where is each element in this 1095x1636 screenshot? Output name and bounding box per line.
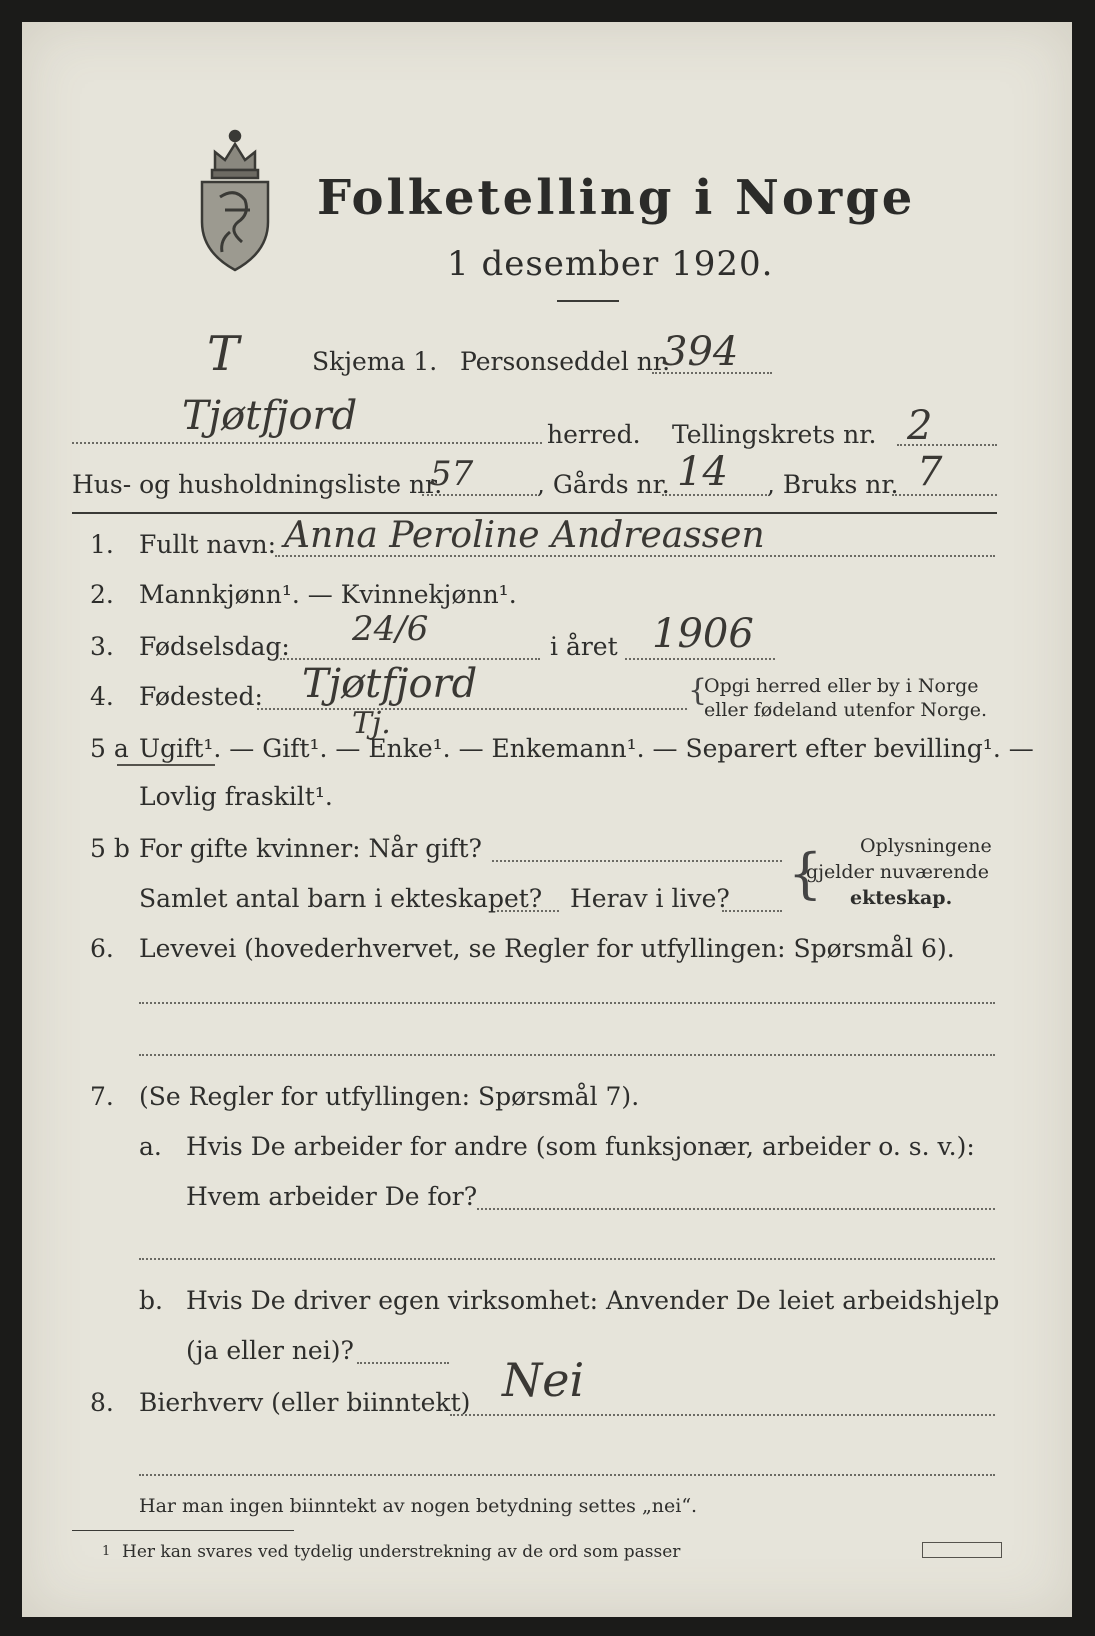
children-field[interactable] <box>497 910 559 912</box>
corner-mark: T <box>207 326 240 382</box>
occupation-field-1[interactable] <box>139 1002 995 1004</box>
q2-number: 2. <box>90 580 114 609</box>
q5b-number: 5 b <box>90 834 130 863</box>
q5b-label: For gifte kvinner: Når gift? <box>139 834 482 863</box>
q5a-number: 5 a <box>90 734 129 763</box>
q4-number: 4. <box>90 682 114 711</box>
herred-label: herred. <box>547 420 641 449</box>
title-divider <box>557 300 619 302</box>
herred-value[interactable]: Tjøtfjord <box>182 393 358 439</box>
side-income-field-2[interactable] <box>139 1474 995 1476</box>
fraskilt-option[interactable]: Lovlig fraskilt¹. <box>139 782 333 811</box>
q4-note-line2: eller fødeland utenfor Norge. <box>704 699 988 721</box>
hired-help-field[interactable] <box>357 1362 449 1364</box>
census-form <box>22 22 1072 1617</box>
year-label: i året <box>550 632 618 661</box>
tellingskrets-value[interactable]: 2 <box>907 403 933 449</box>
q6-number: 6. <box>90 934 114 963</box>
birthplace-value[interactable]: Tjøtfjord <box>302 661 478 707</box>
q3-label: Fødselsdag: <box>139 632 290 661</box>
personseddel-label: Personseddel nr. <box>460 347 671 376</box>
q7a-text: Hvis De arbeider for andre (som funksjonær, arbeider o. s. v.): <box>186 1132 975 1161</box>
coat-of-arms-icon <box>190 122 280 272</box>
hus-label: Hus- og husholdningsliste nr. <box>72 470 443 499</box>
ugift-underline <box>117 764 215 766</box>
alive-label: Herav i live? <box>570 884 730 913</box>
footnote-text: Her kan svares ved tydelig understrekning av de ord som passer <box>122 1542 681 1562</box>
bruks-label: , Bruks nr. <box>767 470 899 499</box>
gards-label: , Gårds nr. <box>537 470 670 499</box>
brace-icon: { <box>688 673 708 708</box>
q7b-text: Hvis De driver egen virksomhet: Anvender De leiet arbeidshjelp <box>186 1286 1000 1315</box>
ugift-option[interactable]: Ugift¹. <box>139 734 222 763</box>
side-income-value[interactable]: Nei <box>502 1353 585 1407</box>
footnote-rule <box>72 1530 294 1531</box>
q7-label: (Se Regler for utfyllingen: Spørsmål 7). <box>139 1082 640 1111</box>
full-name-value[interactable]: Anna Peroline Andreassen <box>284 515 765 556</box>
q7b-letter: b. <box>139 1286 163 1315</box>
q8-label: Bierhverv (eller biinntekt) <box>139 1388 471 1417</box>
footer-note: Har man ingen biinntekt av nogen betydning settes „nei“. <box>139 1495 698 1517</box>
q1-label: Fullt navn: <box>139 530 277 559</box>
census-date: 1 desember 1920. <box>447 244 774 284</box>
occupation-field-2[interactable] <box>139 1054 995 1056</box>
alive-field[interactable] <box>722 910 782 912</box>
form-title: Folketelling i Norge <box>317 170 916 226</box>
employer-field-2[interactable] <box>139 1258 995 1260</box>
q7-number: 7. <box>90 1082 114 1111</box>
skjema-label: Skjema 1. <box>312 347 438 376</box>
gards-value[interactable]: 14 <box>677 449 728 495</box>
married-when-field[interactable] <box>492 860 782 862</box>
personseddel-value[interactable]: 394 <box>662 329 739 375</box>
q5b-note-line1: Oplysningene <box>860 835 992 857</box>
q1-number: 1. <box>90 530 114 559</box>
q8-number: 8. <box>90 1388 114 1417</box>
q4-label: Fødested: <box>139 682 263 711</box>
employer-field[interactable] <box>477 1208 995 1210</box>
q4-note-line1: Opgi herred eller by i Norge <box>704 675 979 697</box>
printer-stamp <box>922 1542 1002 1558</box>
q5b-note-line2: gjelder nuværende <box>806 861 989 883</box>
footnote-mark: 1 <box>102 1544 111 1559</box>
birthdate-value[interactable]: 24/6 <box>352 609 429 649</box>
q3-number: 3. <box>90 632 114 661</box>
hus-value[interactable]: 57 <box>430 454 474 494</box>
bruks-value[interactable]: 7 <box>917 449 943 495</box>
q7a-line2: Hvem arbeider De for? <box>186 1182 478 1211</box>
brace-icon: { <box>788 842 823 905</box>
birth-year-value[interactable]: 1906 <box>652 611 754 657</box>
marital-options[interactable]: — Gift¹. — Enke¹. — Enkemann¹. — Separert efter bevilling¹. — <box>221 734 1034 763</box>
q7b-line2: (ja eller nei)? <box>186 1336 354 1365</box>
birthplace-extra: Tj. <box>352 706 391 741</box>
gender-options[interactable]: Mannkjønn¹. — Kvinnekjønn¹. <box>139 580 517 609</box>
tellingskrets-label: Tellingskrets nr. <box>672 420 877 449</box>
q5b-note-line3: ekteskap. <box>850 887 953 909</box>
q7a-letter: a. <box>139 1132 162 1161</box>
q6-label: Levevei (hovederhvervet, se Regler for utfyllingen: Spørsmål 6). <box>139 934 955 963</box>
children-label: Samlet antal barn i ekteskapet? <box>139 884 543 913</box>
